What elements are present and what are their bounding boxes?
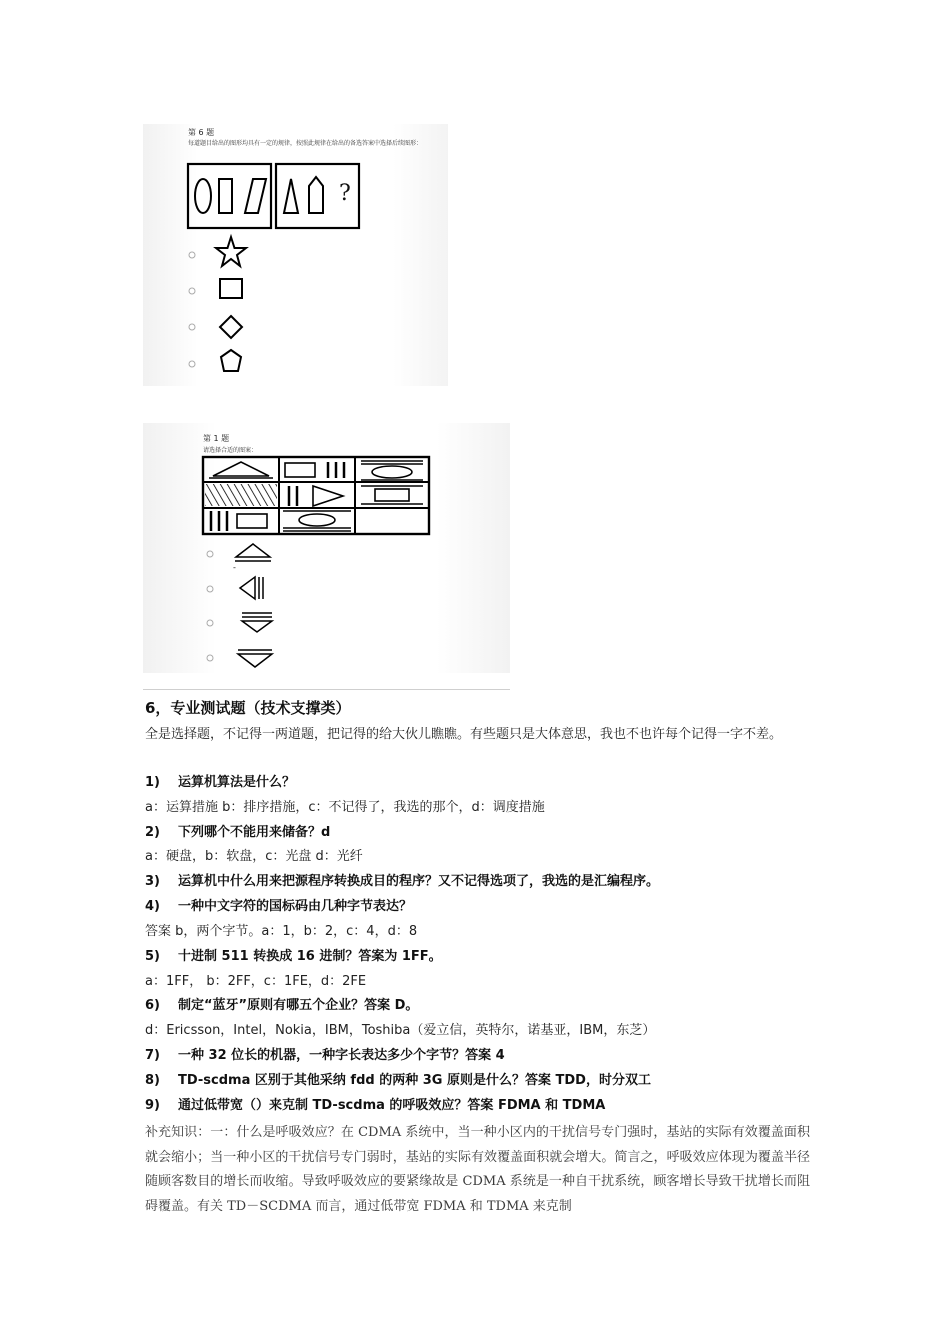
parallelogram-shape (245, 179, 266, 213)
question-4: 4) 一种中文字符的国标码由几种字节表达？ (145, 899, 413, 914)
option-radio-b (189, 288, 195, 294)
option-radio-b (207, 586, 213, 592)
option-radio-c (189, 324, 195, 330)
stray-mark: - (233, 563, 236, 572)
question-2: 2) 下列哪个不能用来储备？d (145, 825, 331, 840)
rectangle-shape (219, 179, 232, 213)
option-radio-a (207, 551, 213, 557)
answer-1: a：运算措施 b：排序措施，c：不记得了，我选的那个，d：调度措施 (145, 800, 545, 815)
question-7: 7) 一种 32 位长的机器，一种字长表达多少个字节？答案 4 (145, 1048, 505, 1063)
option-d-icon (238, 654, 272, 667)
answer-5: a：1FF， b：2FF，c：1FE，d：2FE (145, 974, 367, 989)
figure-question-1-title: 第 1 题 (203, 434, 230, 443)
diamond-icon (220, 316, 242, 338)
section-heading: 6，专业测试题（技术支撑类） (145, 699, 351, 717)
question-1: 1) 运算机算法是什么？ (145, 775, 296, 790)
cell-right-triangle (313, 486, 343, 506)
option-radio-a (189, 252, 195, 258)
figure-question-1 (143, 423, 510, 673)
cell-hatched (205, 484, 277, 506)
question-8: 8) TD-scdma 区别于其他采纳 fdd 的两种 3G 原则是什么？答案 TDD，时分双工 (145, 1073, 651, 1088)
question-mark: ? (339, 181, 351, 206)
cell-triangle (213, 462, 269, 476)
sequence-panel-left (188, 164, 271, 228)
ellipse-shape (195, 179, 211, 213)
star-icon (216, 237, 246, 266)
figure-question-6 (143, 124, 448, 386)
triangle-shape (284, 179, 298, 213)
option-a-icon (236, 544, 270, 557)
question-9: 9) 通过低带宽（）来克制 TD-scdma 的呼吸效应？答案 FDMA 和 TDMA (145, 1098, 606, 1113)
option-c-icon (242, 621, 272, 632)
square-icon (220, 279, 242, 298)
option-radio-c (207, 620, 213, 626)
supplement-paragraph: 补充知识：一：什么是呼吸效应？在 CDMA 系统中，当一种小区内的干扰信号专门强时，基站的实际有效覆盖面积就会缩小；当一种小区的干扰信号专门弱时，基站的实际有效覆盖面积就会增大。简言之，呼吸效应体现为覆盖半径随顾客数目的增长而收缩。导致呼吸效应的要紧缘故是 CDMA 系统是一种自干扰系统，顾客增长导致干扰增长而阻碍覆盖。有关 TD－SCDMA 而言，通过低带宽 FDMA 和 TDMA 来克制 (145, 1125, 810, 1214)
figure-question-6-drawing (143, 124, 448, 386)
figure-question-6-instruction: 每道题目给出的图形均具有一定的规律，按照此规律在给出的备选答案中选择后续图形： (188, 140, 423, 147)
question-5: 5) 十进制 511 转换成 16 进制？答案为 1FF。 (145, 949, 442, 964)
cell-ellipse (372, 466, 412, 478)
figure-question-1-instruction: 请选择合适的图案： (203, 447, 258, 454)
house-pentagon-shape (309, 177, 323, 213)
figure-question-1-drawing (143, 423, 510, 673)
answer-2: a：硬盘，b：软盘，c：光盘 d：光纤 (145, 849, 363, 864)
answer-6: d：Ericsson，Intel，Nokia，IBM，Toshiba（爱立信，英特尔，诺基亚，IBM，东芝） (145, 1023, 656, 1038)
section-intro: 全是选择题，不记得一两道题，把记得的给大伙儿瞧瞧。有些题只是大体意思，我也不也许每个记得一字不差。 (145, 727, 783, 742)
option-b-icon (240, 577, 255, 599)
figure-question-6-title: 第 6 题 (188, 128, 215, 137)
option-radio-d (207, 655, 213, 661)
answer-4: 答案 b，两个字节。a：1，b：2，c：4，d：8 (145, 924, 418, 939)
question-3: 3) 运算机中什么用来把源程序转换成目的程序？又不记得选项了，我选的是汇编程序。 (145, 874, 660, 889)
question-6: 6) 制定“蓝牙”原则有哪五个企业？答案 D。 (145, 998, 419, 1013)
pentagon-icon (221, 350, 241, 371)
section-divider (143, 689, 510, 690)
cell-rectangle (285, 463, 315, 477)
option-radio-d (189, 361, 195, 367)
